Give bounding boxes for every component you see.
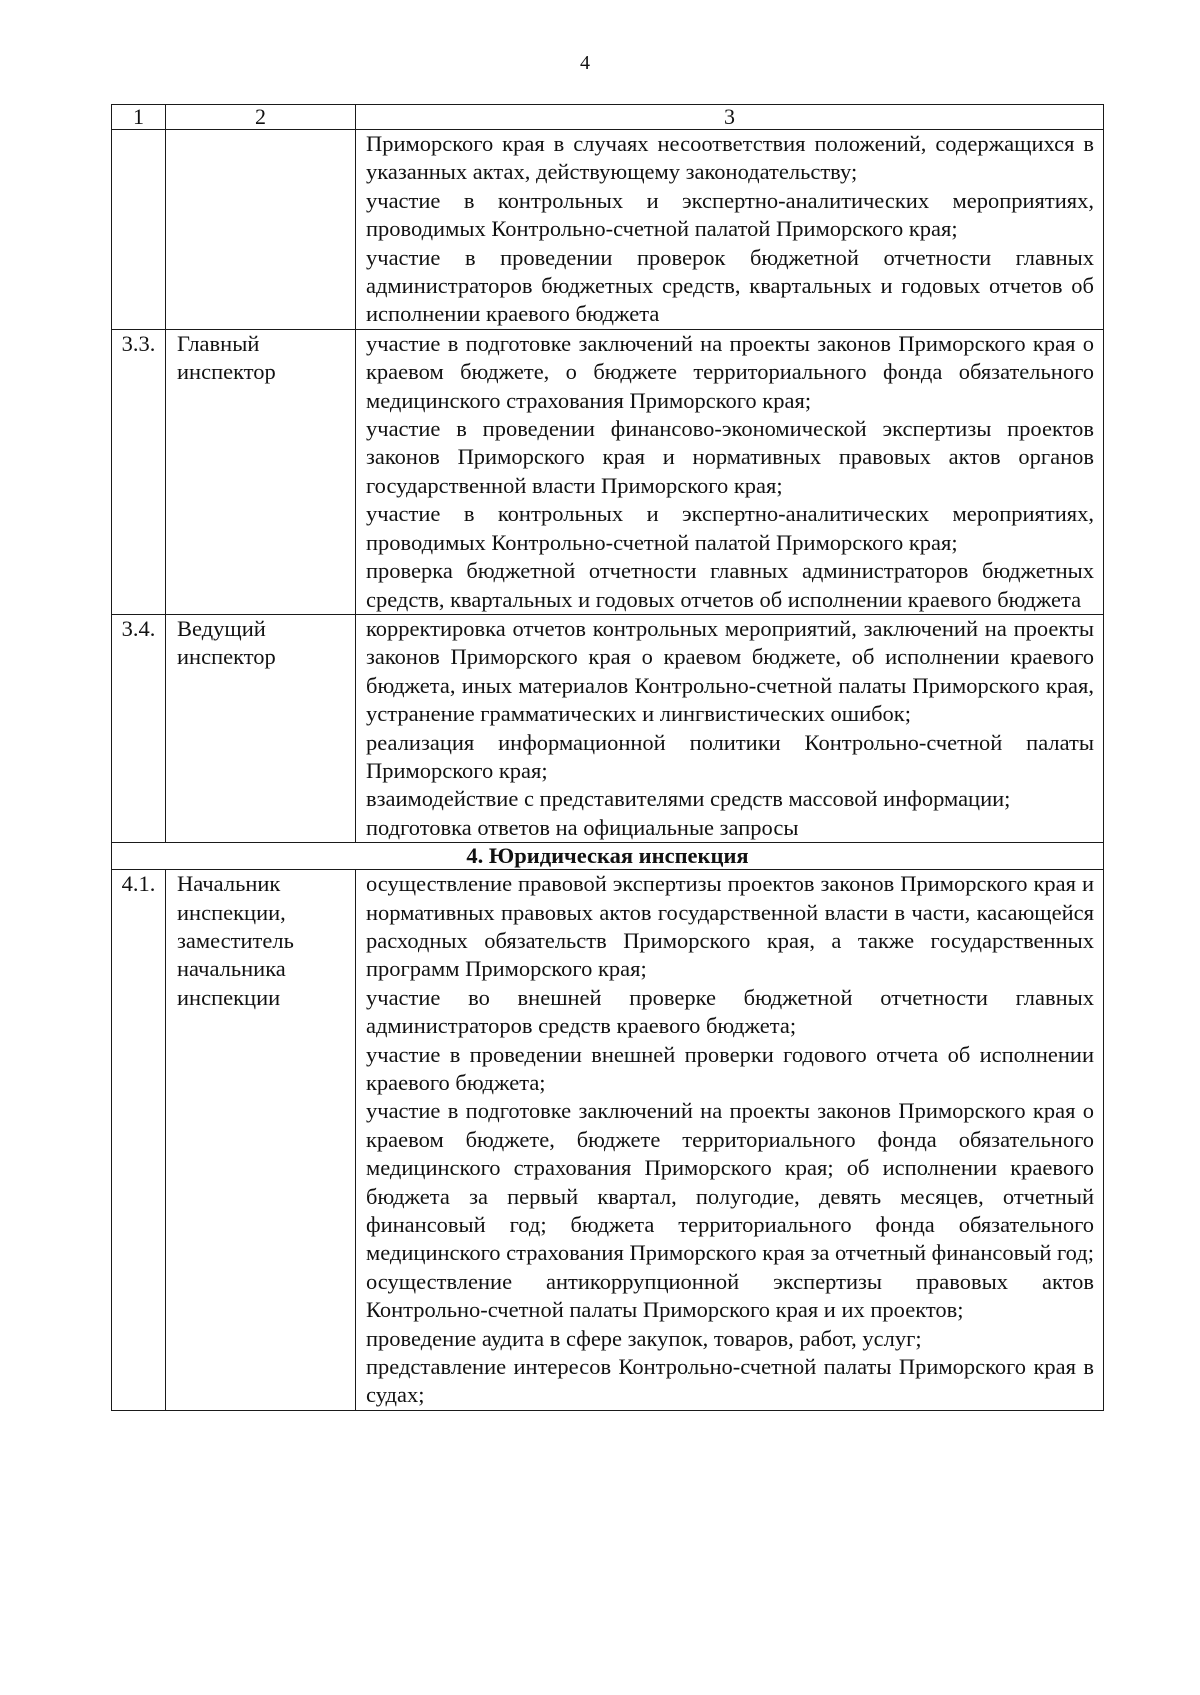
- duty-item: реализация информационной политики Контрольно-счетной палаты Приморского края;: [366, 729, 1094, 783]
- duty-item: участие во внешней проверке бюджетной отчетности главных администраторов средств краевого бюджета;: [366, 984, 1094, 1039]
- duty-item: участие в контрольных и экспертно-аналитических мероприятиях, проводимых Контрольно-счетной палатой Приморского края;: [366, 187, 1094, 242]
- row-duties: [356, 870, 1104, 1411]
- section-title: 4. Юридическая инспекция: [112, 843, 1104, 870]
- duty-item: взаимодействие с представителями средств массовой информации;: [366, 786, 1011, 812]
- duty-item: корректировка отчетов контрольных мероприятий, заключений на проекты законов Приморского края о краевом бюджете, об исполнении краевого бюджета, иных материалов Контрольно-счетной палаты Приморского края, устранение грамматических и лингвистических ошибок;: [366, 615, 1094, 727]
- duty-item: участие в подготовке заключений на проекты законов Приморского края о краевом бюджете, о бюджете территориального фонда обязательного медицинского страхования Приморского края;: [366, 330, 1094, 413]
- row-position: Ведущий инспектор: [166, 614, 356, 842]
- duty-item: Приморского края в случаях несоответствия положений, содержащихся в указанных актах, действующему законодательству;: [366, 131, 1094, 185]
- column-header-3: 3: [356, 105, 1104, 130]
- functions-table: [111, 104, 1104, 1411]
- duty-item: участие в проведении финансово-экономической экспертизы проектов законов Приморского края и нормативных правовых актов органов государственной власти Приморского края;: [366, 416, 1094, 498]
- duty-item: проведение аудита в сфере закупок, товаров, работ, услуг;: [366, 1325, 922, 1351]
- duty-item: участие в проведении проверок бюджетной отчетности главных администраторов бюджетных средств, квартальных и годовых отчетов об исполнении краевого бюджета: [366, 244, 1094, 327]
- duty-item: осуществление правовой экспертизы проектов законов Приморского края и нормативных правовых актов государственной власти в части, касающейся расходных обязательств Приморского края, а также государственных программ Приморского края;: [366, 871, 1094, 982]
- row-duties: [356, 329, 1104, 614]
- row-number: 3.4.: [112, 614, 166, 842]
- page-number: 4: [580, 52, 590, 74]
- table-row-continuation: [112, 130, 1104, 330]
- duty-item: подготовка ответов на официальные запросы: [366, 814, 799, 840]
- table-row-4-1: [112, 870, 1104, 1411]
- row-number: 4.1.: [112, 870, 166, 1411]
- row-duties: [356, 614, 1104, 842]
- row-position: Начальник инспекции, заместитель начальника инспекции: [166, 870, 356, 1411]
- duty-item: проверка бюджетной отчетности главных администраторов бюджетных средств, квартальных и годовых отчетов об исполнении краевого бюджета: [366, 558, 1094, 612]
- row-position: Главный инспектор: [166, 329, 356, 614]
- table-row-3-4: [112, 614, 1104, 842]
- column-header-1: 1: [112, 105, 166, 130]
- row-number: 3.3.: [112, 329, 166, 614]
- row-position: [166, 130, 356, 330]
- duty-item: участие в проведении внешней проверки годового отчета об исполнении краевого бюджета;: [366, 1041, 1094, 1095]
- duty-item: участие в подготовке заключений на проекты законов Приморского края о краевом бюджете, бюджете территориального фонда обязательного медицинского страхования Приморского края; об исполнении краевого бюджета за первый квартал, полугодие, девять месяцев, отчетный финансовый год; бюджета территориального фонда обязательного медицинского страхования Приморского края за отчетный финансовый год;: [366, 1098, 1094, 1266]
- table-header-row: [112, 105, 1104, 130]
- duty-item: осуществление антикоррупционной экспертизы правовых актов Контрольно-счетной палаты Приморского края и их проектов;: [366, 1268, 1094, 1323]
- table-row-3-3: [112, 329, 1104, 614]
- section-heading-row: [112, 843, 1104, 870]
- row-duties: [356, 130, 1104, 330]
- duty-item: участие в контрольных и экспертно-аналитических мероприятиях, проводимых Контрольно-счетной палатой Приморского края;: [366, 501, 1094, 555]
- column-header-2: 2: [166, 105, 356, 130]
- row-number: [112, 130, 166, 330]
- duty-item: представление интересов Контрольно-счетной палаты Приморского края в судах;: [366, 1354, 1094, 1408]
